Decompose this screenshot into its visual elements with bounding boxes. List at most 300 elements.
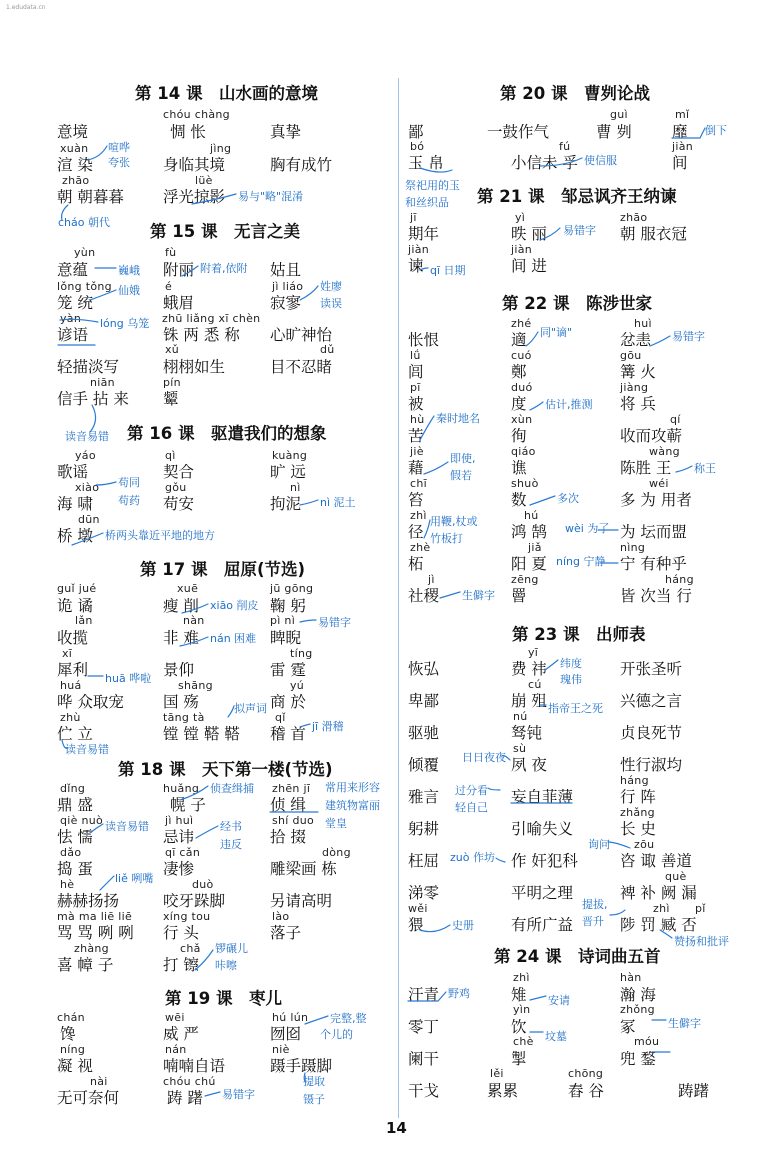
- lesson-16-title: 第 16 课 驱遣我们的想象: [127, 424, 327, 443]
- pinyin: yáo: [75, 449, 96, 462]
- word: 雅言: [408, 788, 440, 806]
- word: 柘: [408, 555, 424, 573]
- pinyin: qǐ: [275, 711, 286, 724]
- handwritten-note: huā 哗啦: [105, 672, 152, 685]
- lesson-24-title: 第 24 课 诗词曲五首: [494, 947, 661, 966]
- pinyin: hú: [524, 509, 539, 522]
- handwritten-note: nì 泥土: [320, 496, 356, 509]
- handwritten-note: 假若: [450, 469, 472, 482]
- pinyin: yī: [528, 646, 539, 659]
- handwritten-note: 读误: [320, 297, 342, 310]
- word: 藉: [408, 459, 424, 477]
- word: 蹑手蹑脚: [270, 1057, 333, 1075]
- word: 饮: [511, 1018, 527, 1036]
- handwritten-note: 日日夜夜: [462, 751, 506, 764]
- handwritten-note: 和丝织品: [405, 196, 449, 209]
- handwritten-note: níng 宁静: [556, 555, 606, 568]
- word: 倾覆: [408, 756, 440, 774]
- handwritten-note: 易错字: [318, 616, 351, 629]
- handwritten-note: qī 日期: [430, 264, 466, 277]
- word: 鸿 鹄: [511, 523, 547, 541]
- pinyin: yùn: [74, 246, 96, 259]
- pinyin: tāng tà: [163, 711, 205, 724]
- pinyin: qiè nuò: [60, 814, 104, 827]
- annotation-arrow: [300, 500, 318, 505]
- lesson-20-title: 第 20 课 曹刿论战: [500, 84, 650, 103]
- word: 谚语: [57, 326, 89, 344]
- word: 有所广益: [511, 916, 574, 934]
- word: 间: [672, 154, 688, 172]
- handwritten-note: 赞扬和批评: [674, 935, 729, 948]
- handwritten-note: 过分看: [455, 784, 488, 797]
- lesson-14-title: 第 14 课 山水画的意境: [135, 84, 318, 103]
- word: 镗 镗 鞳 鞳: [163, 725, 240, 743]
- word: 忿恚: [620, 331, 652, 349]
- word: 舂 谷: [568, 1082, 604, 1100]
- word: 商 於: [270, 693, 306, 711]
- pinyin: niè: [272, 1043, 290, 1056]
- word: 宁 有种乎: [620, 555, 687, 573]
- annotation-arrow: [530, 996, 546, 1000]
- word: 皆 次当 行: [620, 587, 692, 605]
- word: 费 祎: [511, 660, 547, 678]
- word: 陈胜 王: [620, 459, 672, 477]
- pinyin: jī: [410, 211, 417, 224]
- pinyin: yàn: [60, 312, 82, 325]
- annotation-arrow: [205, 1092, 220, 1096]
- pinyin: què: [665, 870, 687, 883]
- word: 径: [408, 523, 424, 541]
- word: 作 奸犯科: [511, 852, 578, 870]
- pinyin: é: [165, 280, 173, 293]
- pinyin: dǎo: [60, 846, 82, 859]
- word: 夙 夜: [511, 756, 547, 774]
- word: 涕零: [408, 884, 440, 902]
- word: 苦: [408, 427, 424, 445]
- pinyin: zhǒng: [620, 1003, 655, 1016]
- pinyin: chè: [513, 1035, 534, 1048]
- word: 另请高明: [270, 892, 333, 910]
- pinyin: xǔ: [165, 343, 180, 356]
- word: 哗 众取宠: [57, 693, 124, 711]
- word: 鞠 躬: [270, 597, 306, 615]
- pinyin: chǎ: [180, 942, 201, 955]
- pinyin: wéi: [649, 477, 669, 490]
- pinyin: jì: [428, 573, 435, 586]
- annotation-arrow: [100, 876, 114, 890]
- word: 笼 统: [57, 294, 93, 312]
- pinyin: jiàn: [408, 243, 430, 256]
- handwritten-note: 同"谪": [540, 326, 573, 339]
- pinyin: zhāo: [62, 174, 90, 187]
- word: 踌 躇: [167, 1089, 203, 1107]
- handwritten-note: 桥两头靠近平地的地方: [105, 529, 215, 542]
- pinyin: wàng: [649, 445, 680, 458]
- lesson-15-title: 第 15 课 无言之美: [150, 222, 300, 241]
- handwritten-note: 堂皇: [325, 817, 347, 830]
- handwritten-note: 提取: [303, 1075, 325, 1088]
- pinyin: xī: [62, 647, 73, 660]
- page-number: 14: [386, 1119, 407, 1137]
- word: 贞良死节: [620, 724, 683, 742]
- pinyin: yìn: [513, 1003, 531, 1016]
- handwritten-note: 野鸡: [448, 987, 470, 1000]
- pinyin: mà ma liē liē: [57, 910, 133, 923]
- word: 雕梁画 栋: [270, 860, 337, 878]
- annotation-arrow: [650, 336, 670, 346]
- pinyin: jiàn: [672, 140, 694, 153]
- word: 性行淑均: [620, 756, 683, 774]
- word: 景仰: [163, 661, 195, 679]
- word: 驽钝: [511, 724, 543, 742]
- lesson-19-title: 第 19 课 枣儿: [165, 989, 282, 1008]
- word: 笞: [408, 491, 424, 509]
- pinyin: zhè: [410, 541, 431, 554]
- word: 朝 朝暮暮: [57, 188, 124, 206]
- pinyin: chán: [57, 1011, 85, 1024]
- word: 篝 火: [620, 363, 656, 381]
- pinyin: jiè: [410, 445, 424, 458]
- handwritten-note: 违反: [220, 838, 242, 851]
- pinyin: zhū liǎng xī chèn: [162, 312, 261, 325]
- pinyin: lǎn: [75, 614, 93, 627]
- word: 曹 刿: [596, 123, 632, 141]
- annotation-arrow: [676, 466, 692, 472]
- word: 裨 补 阙 漏: [620, 884, 697, 902]
- word: 雷 霆: [270, 661, 306, 679]
- word: 咨 诹 善道: [620, 852, 692, 870]
- word: 玉 帛: [408, 154, 444, 172]
- handwritten-note: 咔嚓: [215, 959, 237, 972]
- pinyin: zhàng: [74, 942, 109, 955]
- pinyin: nì: [290, 481, 301, 494]
- word: 谏: [408, 257, 424, 275]
- word: 喃喃自语: [163, 1057, 226, 1075]
- handwritten-note: 提拔,: [582, 898, 608, 911]
- pinyin: huǎng: [163, 782, 200, 795]
- word: 瀚 海: [620, 986, 656, 1004]
- column-divider: [398, 78, 399, 1118]
- word: 目不忍睹: [270, 358, 333, 376]
- pinyin: zhāo: [620, 211, 648, 224]
- handwritten-note: 用鞭,杖或: [430, 515, 478, 528]
- word: 靡: [672, 123, 688, 141]
- word: 惆 怅: [170, 123, 206, 141]
- pinyin: huì: [634, 317, 652, 330]
- word: 阳 夏: [511, 555, 547, 573]
- word: 拘泥: [270, 495, 302, 513]
- pinyin: zhēn jī: [272, 782, 311, 795]
- pinyin: lěi: [490, 1067, 504, 1080]
- pinyin: qì: [165, 449, 176, 462]
- handwritten-note: 读音易错: [105, 820, 149, 833]
- handwritten-note: 竹板打: [430, 532, 463, 545]
- pinyin: sù: [513, 742, 527, 755]
- pinyin: qiáo: [511, 445, 536, 458]
- handwritten-note: 巍峨: [118, 264, 140, 277]
- word: 引喻失义: [511, 820, 574, 838]
- pinyin: huá: [60, 679, 82, 692]
- annotation-arrow: [530, 496, 555, 505]
- word: 崩 殂: [511, 692, 547, 710]
- word: 雉: [511, 986, 527, 1004]
- word: 朝 服衣冠: [620, 225, 687, 243]
- pinyin: duó: [511, 381, 533, 394]
- pinyin: dòng: [322, 846, 351, 859]
- word: 附丽: [163, 261, 195, 279]
- pinyin: guǐ jué: [57, 582, 97, 595]
- pinyin: lüè: [195, 174, 213, 187]
- handwritten-note: 常用来形容: [325, 781, 380, 794]
- pinyin: zhì: [410, 509, 427, 522]
- word: 鼎 盛: [57, 796, 93, 814]
- handwritten-note: 估计,推测: [545, 398, 593, 411]
- word: 开张圣听: [620, 660, 683, 678]
- handwritten-note: jī 滑稽: [312, 720, 344, 733]
- handwritten-note: 倒下: [705, 124, 727, 137]
- handwritten-note: nán 困难: [210, 632, 257, 645]
- pinyin: hè: [60, 878, 75, 891]
- word: 幌 子: [170, 796, 206, 814]
- handwritten-note: 指帝王之死: [548, 702, 603, 715]
- pinyin: zhì: [513, 971, 530, 984]
- handwritten-note: zuò 作坊: [450, 851, 495, 864]
- annotation-arrow: [196, 826, 218, 838]
- word: 收而攻蕲: [620, 427, 683, 445]
- pinyin: nán: [165, 1043, 187, 1056]
- word: 行 阵: [620, 788, 656, 806]
- handwritten-note: 读音易错: [65, 743, 109, 756]
- handwritten-note: 仙娥: [118, 284, 140, 297]
- handwritten-note: 姓廖: [320, 280, 342, 293]
- word: 瘦 削: [163, 597, 199, 615]
- handwritten-note: xiāo 削皮: [210, 599, 259, 612]
- handwritten-note: 安请: [548, 994, 570, 1007]
- handwritten-note: 个儿的: [320, 1028, 353, 1041]
- word: 躬耕: [408, 820, 440, 838]
- handwritten-note: wèi 为了: [565, 522, 610, 535]
- pinyin: chóu chú: [163, 1075, 216, 1088]
- handwritten-note: 镊子: [303, 1093, 325, 1106]
- word: 身临其境: [163, 156, 226, 174]
- word: 喜 幛 子: [57, 956, 114, 974]
- word: 拾 掇: [270, 828, 306, 846]
- pinyin: nài: [90, 1075, 108, 1088]
- word: 零丁: [408, 1018, 440, 1036]
- word: 怅恨: [408, 331, 440, 349]
- pinyin: zhǎng: [620, 806, 655, 819]
- pinyin: chī: [410, 477, 427, 490]
- word: 颦: [163, 390, 179, 408]
- word: 適: [511, 331, 527, 349]
- word: 谯: [511, 459, 527, 477]
- handwritten-note: 附着,依附: [200, 262, 248, 275]
- pinyin: chóu chàng: [163, 108, 230, 121]
- pinyin: wēi: [165, 1011, 185, 1024]
- word: 凝 视: [57, 1057, 93, 1075]
- handwritten-note: 使信服: [584, 154, 617, 167]
- word: 猥: [408, 916, 424, 934]
- word: 鄭: [511, 363, 527, 381]
- word: 伫 立: [57, 725, 93, 743]
- handwritten-note: 锣碾儿: [215, 942, 248, 955]
- handwritten-note: 易错字: [563, 224, 596, 237]
- word: 国 殇: [163, 693, 199, 711]
- word: 罾: [511, 587, 527, 605]
- handwritten-note: 建筑物富丽: [325, 799, 380, 812]
- word: 闾: [408, 363, 424, 381]
- pinyin: xuàn: [60, 142, 89, 155]
- word: 冢: [620, 1018, 636, 1036]
- pinyin: tíng: [290, 647, 313, 660]
- word: 长 史: [620, 820, 656, 838]
- word: 桥 墩: [57, 527, 93, 545]
- annotation-arrow: [496, 858, 505, 862]
- pinyin: pín: [163, 376, 181, 389]
- word: 妄自菲薄: [511, 788, 574, 806]
- pinyin: hàn: [620, 971, 642, 984]
- word: 意蕴: [57, 261, 89, 279]
- pinyin: zhì: [653, 902, 670, 915]
- handwritten-note: cháo 朝代: [58, 216, 110, 229]
- word: 多 为 用者: [620, 491, 692, 509]
- annotation-arrow: [545, 660, 558, 670]
- annotation-arrow: [424, 462, 448, 474]
- pinyin: pī: [410, 381, 421, 394]
- pinyin: gǒu: [165, 481, 187, 494]
- word: 兴德之言: [620, 692, 683, 710]
- word: 数: [511, 491, 527, 509]
- pinyin: qī cǎn: [165, 846, 201, 859]
- word: 浮光掠影: [163, 188, 226, 206]
- pinyin: cuó: [511, 349, 532, 362]
- word: 兜 鍪: [620, 1050, 656, 1068]
- word: 海 啸: [57, 495, 93, 513]
- pinyin: chōng: [568, 1067, 604, 1080]
- pinyin: jì huì: [165, 814, 194, 827]
- word: 为 坛而盟: [620, 523, 687, 541]
- handwritten-note: 夸张: [108, 156, 130, 169]
- handwritten-note: 经书: [220, 820, 242, 833]
- word: 栩栩如生: [163, 358, 226, 376]
- word: 打 镲: [163, 956, 199, 974]
- pinyin: jiàng: [620, 381, 649, 394]
- word: 落子: [270, 924, 302, 942]
- handwritten-note: 易错字: [672, 330, 705, 343]
- word: 度: [511, 395, 527, 413]
- word: 掣: [511, 1050, 527, 1068]
- handwritten-note: 轻自己: [455, 801, 488, 814]
- handwritten-note: 称王: [694, 462, 716, 475]
- annotation-arrow: [608, 842, 630, 848]
- annotation-arrow: [300, 620, 316, 622]
- word: 忌讳: [163, 828, 195, 846]
- word: 踌躇: [678, 1082, 710, 1100]
- word: 咬牙跺脚: [163, 892, 226, 910]
- word: 歌谣: [57, 463, 89, 481]
- word: 间 进: [511, 257, 547, 275]
- handwritten-note: 祭祀用的玉: [405, 179, 460, 192]
- word: 契合: [163, 463, 195, 481]
- annotation-arrow: [305, 1016, 328, 1024]
- handwritten-note: 拟声词: [234, 702, 267, 715]
- annotation-arrow: [526, 332, 538, 346]
- word: 平明之理: [511, 884, 574, 902]
- word: 将 兵: [620, 395, 656, 413]
- pinyin: gōu: [620, 349, 642, 362]
- word: 鄙: [408, 123, 424, 141]
- pinyin: mǐ: [675, 108, 690, 121]
- pinyin: shí duo: [272, 814, 315, 827]
- handwritten-note: 纬度: [560, 657, 582, 670]
- word: 轻描淡写: [57, 358, 120, 376]
- pinyin: yì: [515, 211, 526, 224]
- word: 非 难: [163, 629, 199, 647]
- word: 徇: [511, 427, 527, 445]
- annotation-arrow: [420, 925, 450, 932]
- word: 铢 两 悉 称: [163, 326, 240, 344]
- handwritten-note: 坟墓: [545, 1030, 567, 1043]
- pinyin: jiǎ: [528, 541, 542, 554]
- word: 真挚: [270, 123, 302, 141]
- pinyin: jū gōng: [270, 582, 314, 595]
- pinyin: jiàn: [511, 243, 533, 256]
- handwritten-note: 苟药: [118, 494, 140, 507]
- word: 一鼓作气: [487, 123, 550, 141]
- pinyin: dǔ: [320, 343, 335, 356]
- word: 渲 染: [57, 156, 93, 174]
- handwritten-note: 生僻字: [668, 1017, 701, 1030]
- word: 馋: [60, 1025, 76, 1043]
- word: 被: [408, 395, 424, 413]
- word: 心旷神怡: [270, 326, 333, 344]
- word: 信手 拈 来: [57, 390, 129, 408]
- handwritten-note: 秦时地名: [436, 412, 480, 425]
- word: 意境: [57, 123, 89, 141]
- pinyin: wěi: [408, 902, 428, 915]
- word: 威 严: [163, 1025, 199, 1043]
- word: 社稷: [408, 587, 440, 605]
- word: 昳 丽: [511, 225, 547, 243]
- annotation-arrow: [440, 592, 460, 598]
- pinyin: jìng: [210, 142, 232, 155]
- pinyin: guì: [610, 108, 628, 121]
- handwritten-note: 询问: [588, 838, 610, 851]
- pinyin: zhé: [511, 317, 532, 330]
- word: 稽 首: [270, 725, 306, 743]
- pinyin: qí: [670, 413, 681, 426]
- lesson-18-title: 第 18 课 天下第一楼(节选): [118, 760, 333, 779]
- pinyin: xíng tou: [163, 910, 211, 923]
- word: 无可奈何: [57, 1089, 120, 1107]
- lesson-17-title: 第 17 课 屈原(节选): [140, 560, 306, 579]
- word: 睥睨: [270, 629, 302, 647]
- pinyin: níng: [60, 1043, 86, 1056]
- handwritten-note: 读音易错: [65, 430, 109, 443]
- pinyin: dūn: [78, 513, 100, 526]
- word: 赫赫扬扬: [57, 892, 120, 910]
- handwritten-note: 完整,整: [330, 1012, 367, 1025]
- pinyin: jì liáo: [272, 280, 304, 293]
- word: 行 头: [163, 924, 199, 942]
- word: 蛾眉: [163, 294, 195, 312]
- handwritten-note: 苟同: [118, 476, 140, 489]
- word: 卑鄙: [408, 692, 440, 710]
- word: 旷 远: [270, 463, 306, 481]
- handwritten-note: 生僻字: [462, 589, 495, 602]
- word: 苟安: [163, 495, 195, 513]
- pinyin: kuàng: [272, 449, 308, 462]
